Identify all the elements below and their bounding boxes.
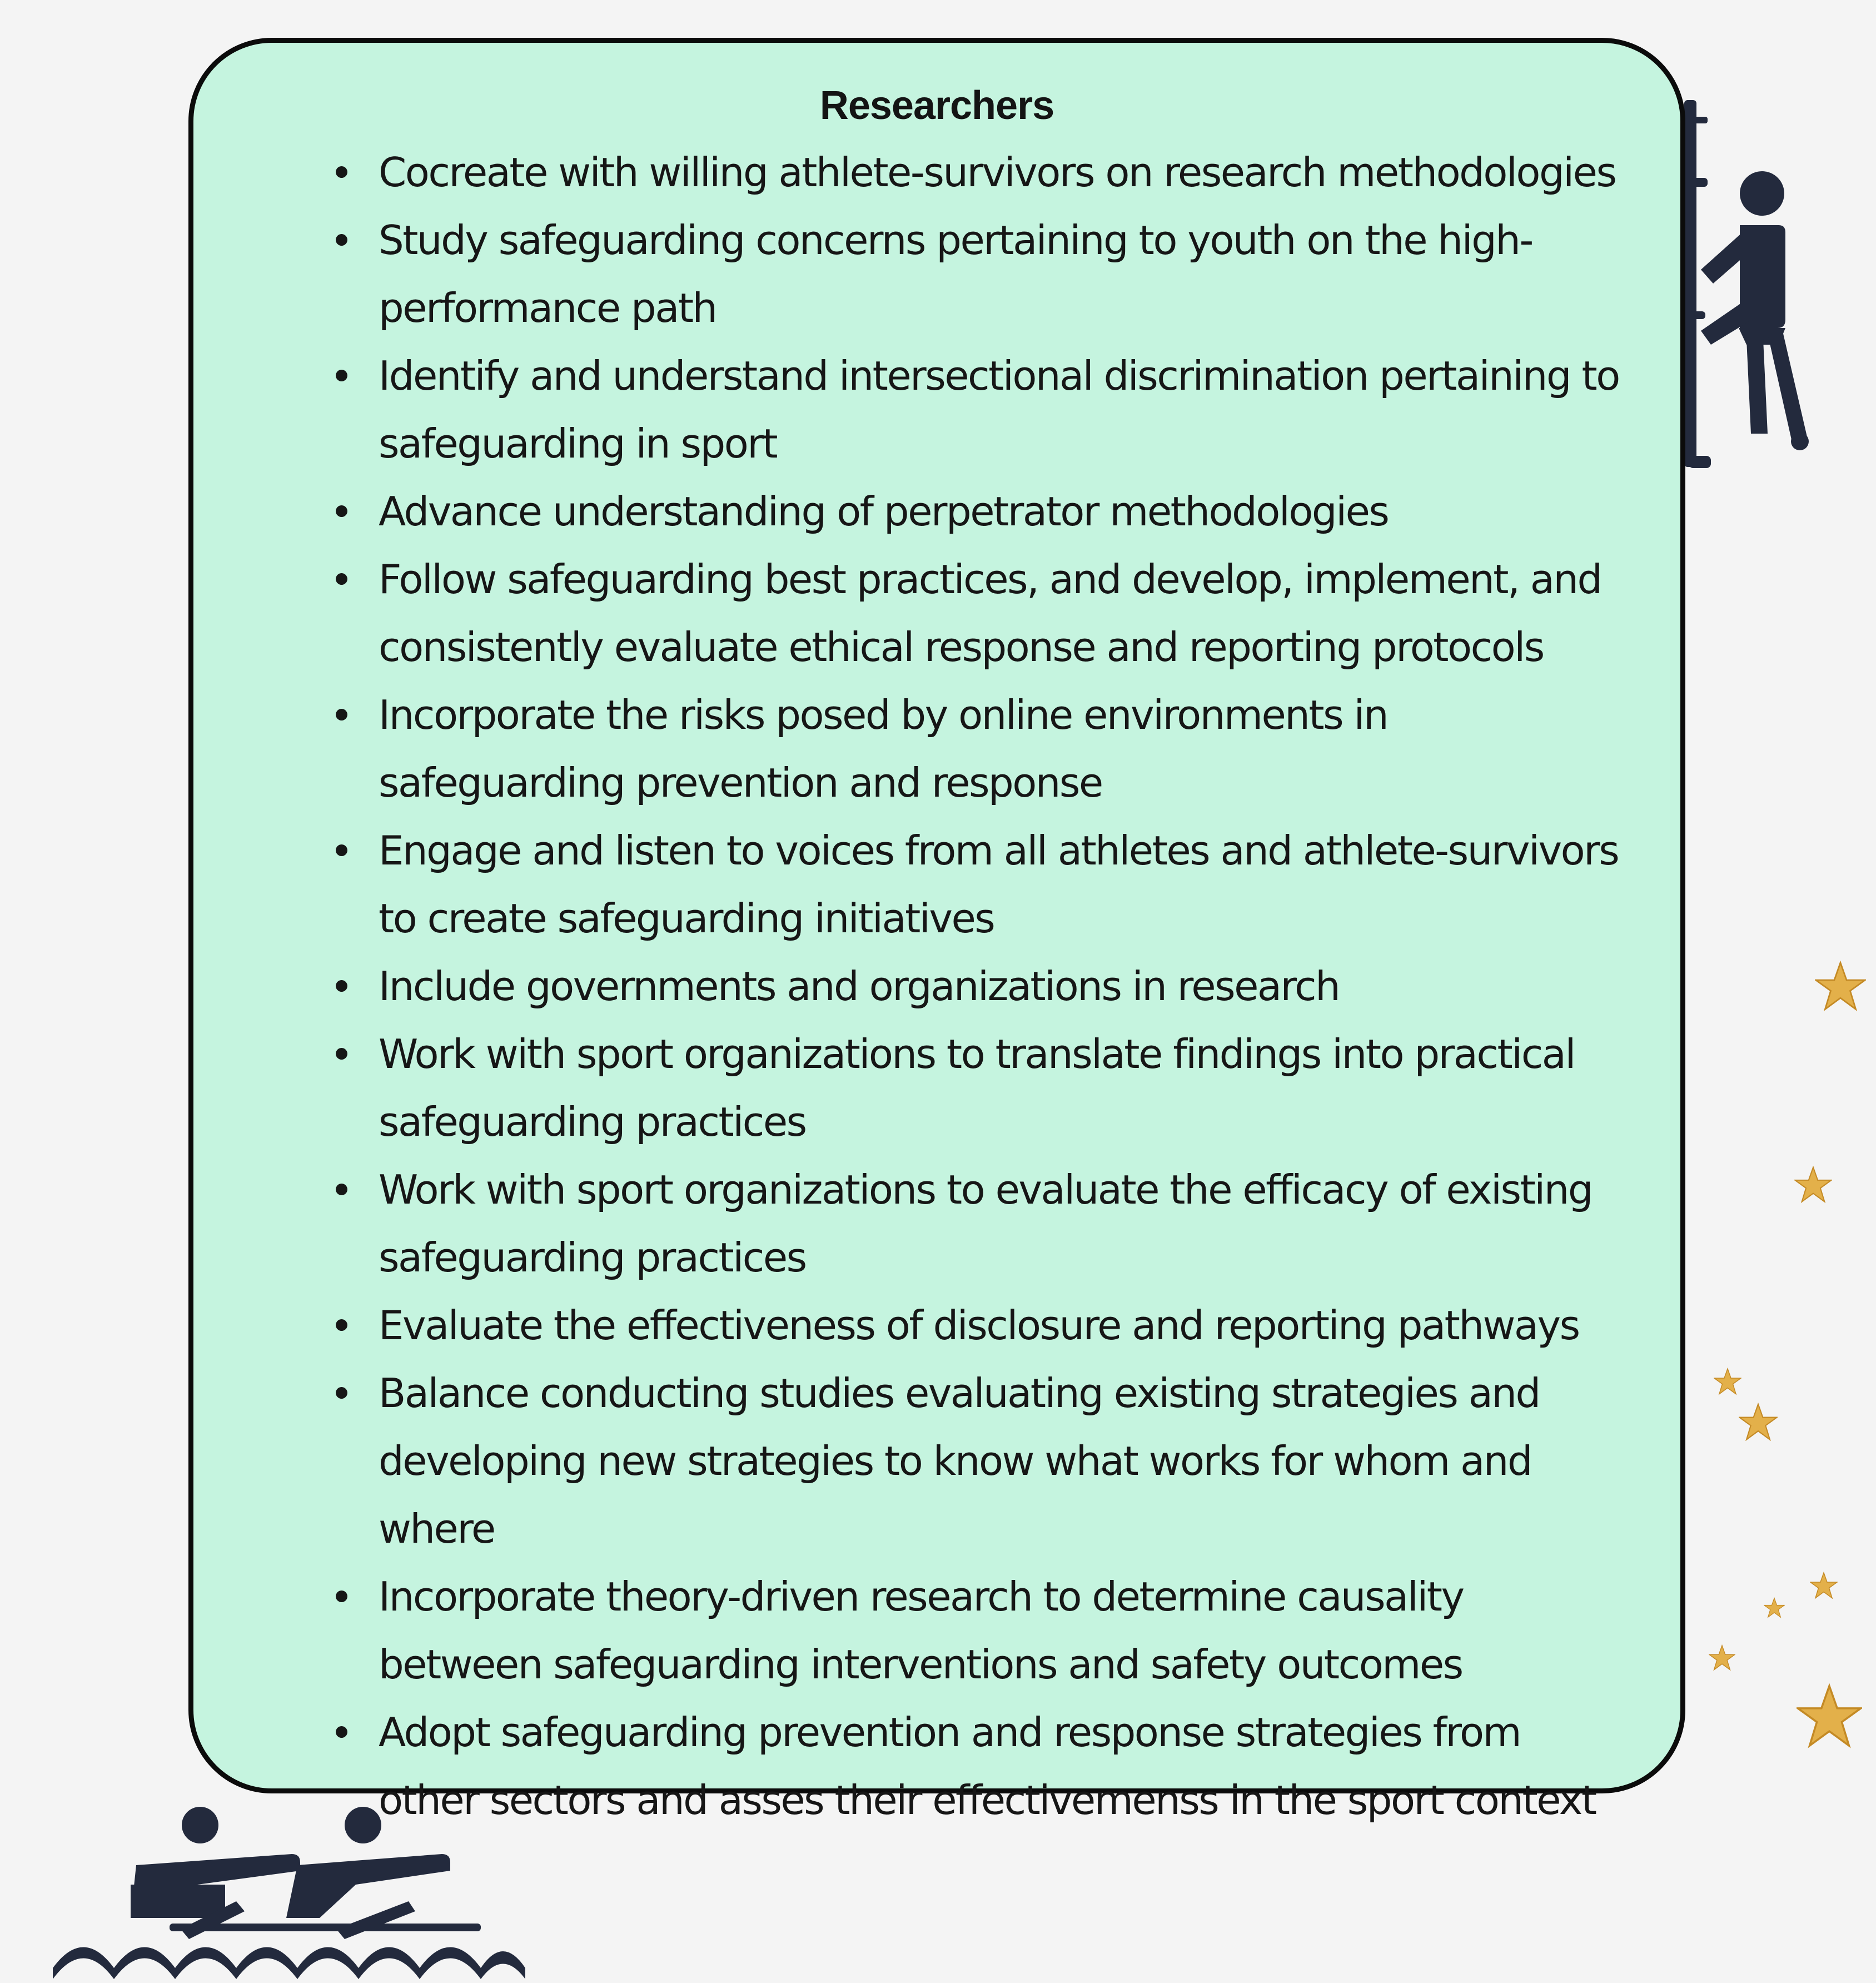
list-item: Engage and listen to voices from all athletes and athlete-survivors to create safeguarding initiatives — [336, 817, 1631, 952]
list-item: Work with sport organizations to evaluate the efficacy of existing safeguarding practices — [336, 1156, 1631, 1291]
gold-star-icon — [1714, 1368, 1741, 1395]
list-item: Work with sport organizations to translate findings into practical safeguarding practices — [336, 1020, 1631, 1156]
list-item: Identify and understand intersectional discrimination pertaining to safeguarding in sport — [336, 342, 1631, 478]
gold-star-icon — [1810, 1572, 1838, 1599]
gold-star-icon — [1709, 1644, 1735, 1671]
list-item: Include governments and organizations in research — [336, 952, 1631, 1020]
gold-star-icon — [1797, 1683, 1862, 1749]
list-item: Balance conducting studies evaluating existing strategies and developing new strategies to know what works for whom and where — [336, 1359, 1631, 1563]
list-item: Study safeguarding concerns pertaining to youth on the high-performance path — [336, 206, 1631, 342]
gold-star-icon — [1815, 961, 1866, 1012]
list-item: Incorporate theory-driven research to determine causality between safeguarding interventions and safety outcomes — [336, 1563, 1631, 1698]
panel-title: Researchers — [819, 83, 1054, 128]
list-item: Adopt safeguarding prevention and response strategies from other sectors and asses their effectivemenss in the sport context — [336, 1698, 1631, 1834]
gold-star-icon — [1794, 1166, 1832, 1204]
list-item: Evaluate the effectiveness of disclosure and reporting pathways — [336, 1291, 1631, 1359]
list-item: Follow safeguarding best practices, and develop, implement, and consistently evaluate ethical response and reporting protocols — [336, 545, 1631, 681]
researchers-bullet-list — [336, 138, 1631, 1834]
list-item: Cocreate with willing athlete-survivors on research methodologies — [336, 138, 1631, 206]
gold-star-icon — [1739, 1403, 1778, 1442]
list-item: Incorporate the risks posed by online environments in safeguarding prevention and response — [336, 681, 1631, 817]
gold-star-icon — [1764, 1597, 1785, 1618]
researchers-panel — [188, 38, 1685, 1823]
rock-climber-icon — [1684, 100, 1823, 478]
list-item: Advance understanding of perpetrator methodologies — [336, 478, 1631, 545]
